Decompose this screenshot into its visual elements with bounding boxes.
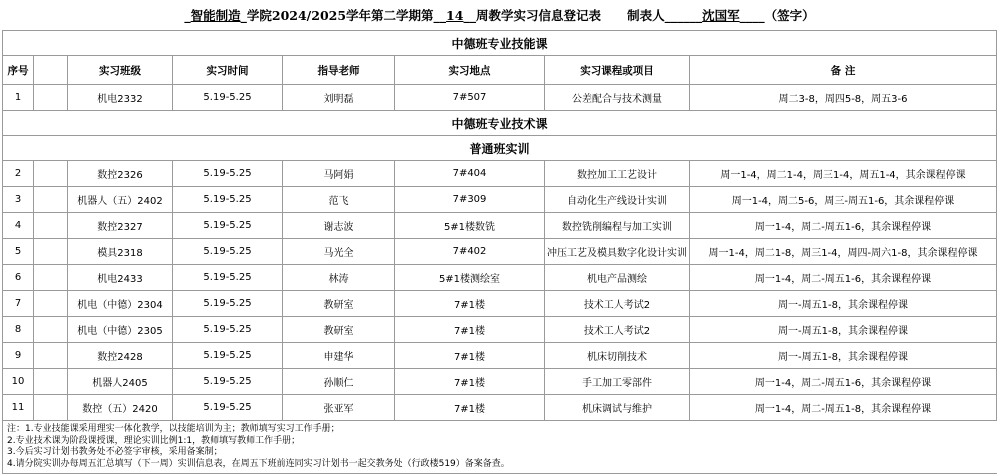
row-remark-cell: 周一1-4，周二-周五1-6，其余课程停课 (690, 369, 997, 395)
header-no: 序号 (3, 56, 34, 85)
row-blank-cell (34, 343, 68, 369)
row-time-cell: 5.19-5.25 (173, 343, 283, 369)
row-no-cell: 2 (3, 161, 34, 187)
table-row (3, 161, 997, 187)
row-class-cell: 数控2428 (68, 343, 173, 369)
row-remark-cell: 周一1-4，周二-周五1-6，其余课程停课 (690, 213, 997, 239)
row-class-cell: 数控（五）2420 (68, 395, 173, 421)
row-course-cell: 数控铣削编程与加工实训 (545, 213, 690, 239)
row-course-cell: 自动化生产线设计实训 (545, 187, 690, 213)
row-teacher-cell: 林涛 (283, 265, 395, 291)
table-row (3, 369, 997, 395)
row-remark-cell: 周一-周五1-8，其余课程停课 (690, 291, 997, 317)
row-place-cell: 5#1楼测绘室 (395, 265, 545, 291)
row-time-cell: 5.19-5.25 (173, 265, 283, 291)
row-course-cell: 机床调试与维护 (545, 395, 690, 421)
header-teacher: 指导老师 (283, 56, 395, 85)
row-remark-cell: 周一1-4，周二1-8，周三1-4，周四-周六1-8，其余课程停课 (690, 239, 997, 265)
row-place-cell: 7#404 (395, 161, 545, 187)
header-place: 实习地点 (395, 56, 545, 85)
row-time-cell: 5.19-5.25 (173, 187, 283, 213)
row-remark-cell: 周一1-4，周二-周五1-8，其余课程停课 (690, 395, 997, 421)
row-no-cell: 6 (3, 265, 34, 291)
row-teacher-cell: 张亚军 (283, 395, 395, 421)
college-name: 智能制造 (190, 8, 241, 23)
section-general-training: 普通班实训 (3, 136, 997, 161)
row-blank-cell (34, 85, 68, 111)
row-no-cell: 10 (3, 369, 34, 395)
row-course-cell: 冲压工艺及模具数字化设计实训 (545, 239, 690, 265)
row-place-cell: 7#507 (395, 85, 545, 111)
table-row (3, 317, 997, 343)
header-course: 实习课程或项目 (545, 56, 690, 85)
note-line: 4.请分院实训办每周五汇总填写（下一周）实训信息表，在周五下班前连同实习计划书一起交教务处（行政楼519）备案备查。 (7, 458, 510, 469)
row-course-cell: 技术工人考试2 (545, 291, 690, 317)
row-blank-cell (34, 395, 68, 421)
note-line: 2.专业技术课为阶段课授课，理论实训比例1:1，教师填写教师工作手册； (7, 435, 301, 446)
row-remark-cell: 周一1-4，周二-周五1-6，其余课程停课 (690, 265, 997, 291)
row-class-cell: 数控2327 (68, 213, 173, 239)
title-row (3, 0, 997, 31)
row-course-cell: 技术工人考试2 (545, 317, 690, 343)
table-row (3, 395, 997, 421)
schedule-sheet (2, 0, 996, 474)
row-time-cell: 5.19-5.25 (173, 395, 283, 421)
row-no-cell: 7 (3, 291, 34, 317)
row-blank-cell (34, 291, 68, 317)
sign-label: （签字） (764, 8, 815, 23)
row-no-cell: 5 (3, 239, 34, 265)
row-teacher-cell: 谢志波 (283, 213, 395, 239)
row-blank-cell (34, 161, 68, 187)
row-remark-cell: 周一-周五1-8，其余课程停课 (690, 317, 997, 343)
row-place-cell: 7#1楼 (395, 343, 545, 369)
row-blank-cell (34, 317, 68, 343)
table-row (3, 265, 997, 291)
row-teacher-cell: 孙顺仁 (283, 369, 395, 395)
row-course-cell: 数控加工工艺设计 (545, 161, 690, 187)
row-teacher-cell: 刘明磊 (283, 85, 395, 111)
row-course-cell: 机电产品测绘 (545, 265, 690, 291)
table-row (3, 343, 997, 369)
row-time-cell: 5.19-5.25 (173, 213, 283, 239)
table-row (3, 213, 997, 239)
header-time: 实习时间 (173, 56, 283, 85)
header-class: 实习班级 (68, 56, 173, 85)
header-blank (34, 56, 68, 85)
table-row (3, 187, 997, 213)
maker-label: 制表人 (627, 8, 665, 23)
row-blank-cell (34, 213, 68, 239)
row-teacher-cell: 马光全 (283, 239, 395, 265)
row-place-cell: 7#1楼 (395, 317, 545, 343)
maker-name: 沈国军 (702, 8, 740, 23)
row-time-cell: 5.19-5.25 (173, 161, 283, 187)
row-place-cell: 7#402 (395, 239, 545, 265)
row-place-cell: 7#1楼 (395, 395, 545, 421)
row-blank-cell (34, 369, 68, 395)
row-no-cell: 3 (3, 187, 34, 213)
section-zhongde-tech: 中德班专业技术课 (3, 111, 997, 136)
row-time-cell: 5.19-5.25 (173, 85, 283, 111)
table-row (3, 239, 997, 265)
row-remark-cell: 周一1-4，周二1-4，周三1-4，周五1-4，其余课程停课 (690, 161, 997, 187)
row-class-cell: 数控2326 (68, 161, 173, 187)
table-title: _智能制造_学院2024/2025学年第二学期第__14__周教学实习信息登记表 制表人______沈国军____（签字） (3, 0, 997, 31)
row-blank-cell (34, 187, 68, 213)
row-class-cell: 机器人（五）2402 (68, 187, 173, 213)
row-place-cell: 7#1楼 (395, 291, 545, 317)
row-no-cell: 11 (3, 395, 34, 421)
row-no-cell: 4 (3, 213, 34, 239)
general-rows (3, 161, 997, 421)
section-zhongde-skills: 中德班专业技能课 (3, 31, 997, 56)
row-blank-cell (34, 239, 68, 265)
header-row (3, 56, 997, 85)
row-course-cell: 公差配合与技术测量 (545, 85, 690, 111)
note-line: 3.今后实习计划书教务处不必签字审核，采用备案制； (7, 447, 223, 457)
row-remark-cell: 周一1-4，周二5-6，周三-周五1-6，其余课程停课 (690, 187, 997, 213)
row-time-cell: 5.19-5.25 (173, 317, 283, 343)
row-no-cell: 9 (3, 343, 34, 369)
row-place-cell: 7#1楼 (395, 369, 545, 395)
row-place-cell: 5#1楼数铣 (395, 213, 545, 239)
row-course-cell: 手工加工零部件 (545, 369, 690, 395)
row-teacher-cell: 马阿娟 (283, 161, 395, 187)
row-teacher-cell: 范飞 (283, 187, 395, 213)
row-no-cell: 8 (3, 317, 34, 343)
table-row (3, 291, 997, 317)
row-remark-cell: 周一-周五1-8，其余课程停课 (690, 343, 997, 369)
section-row (3, 31, 997, 56)
row-class-cell: 机电2433 (68, 265, 173, 291)
row-class-cell: 机电（中德）2304 (68, 291, 173, 317)
header-remark: 备 注 (690, 56, 997, 85)
row-remark-cell: 周二3-8，周四5-8，周五3-6 (690, 85, 997, 111)
row-no-cell: 1 (3, 85, 34, 111)
practice-schedule-table (2, 0, 997, 474)
row-time-cell: 5.19-5.25 (173, 239, 283, 265)
row-course-cell: 机床切削技术 (545, 343, 690, 369)
zhongde-rows (3, 85, 997, 111)
row-class-cell: 机器人2405 (68, 369, 173, 395)
row-teacher-cell: 教研室 (283, 291, 395, 317)
section-row (3, 111, 997, 136)
section-row (3, 136, 997, 161)
row-place-cell: 7#309 (395, 187, 545, 213)
notes-cell (3, 421, 997, 474)
table-row (3, 85, 997, 111)
week-number: 14 (446, 8, 464, 23)
row-teacher-cell: 申建华 (283, 343, 395, 369)
row-blank-cell (34, 265, 68, 291)
row-class-cell: 机电（中德）2305 (68, 317, 173, 343)
notes-row (3, 421, 997, 474)
row-time-cell: 5.19-5.25 (173, 369, 283, 395)
note-line: 注：1.专业技能课采用理实一体化教学，以技能培训为主；教师填写实习工作手册； (7, 424, 340, 434)
row-class-cell: 模具2318 (68, 239, 173, 265)
row-time-cell: 5.19-5.25 (173, 291, 283, 317)
row-class-cell: 机电2332 (68, 85, 173, 111)
row-teacher-cell: 教研室 (283, 317, 395, 343)
